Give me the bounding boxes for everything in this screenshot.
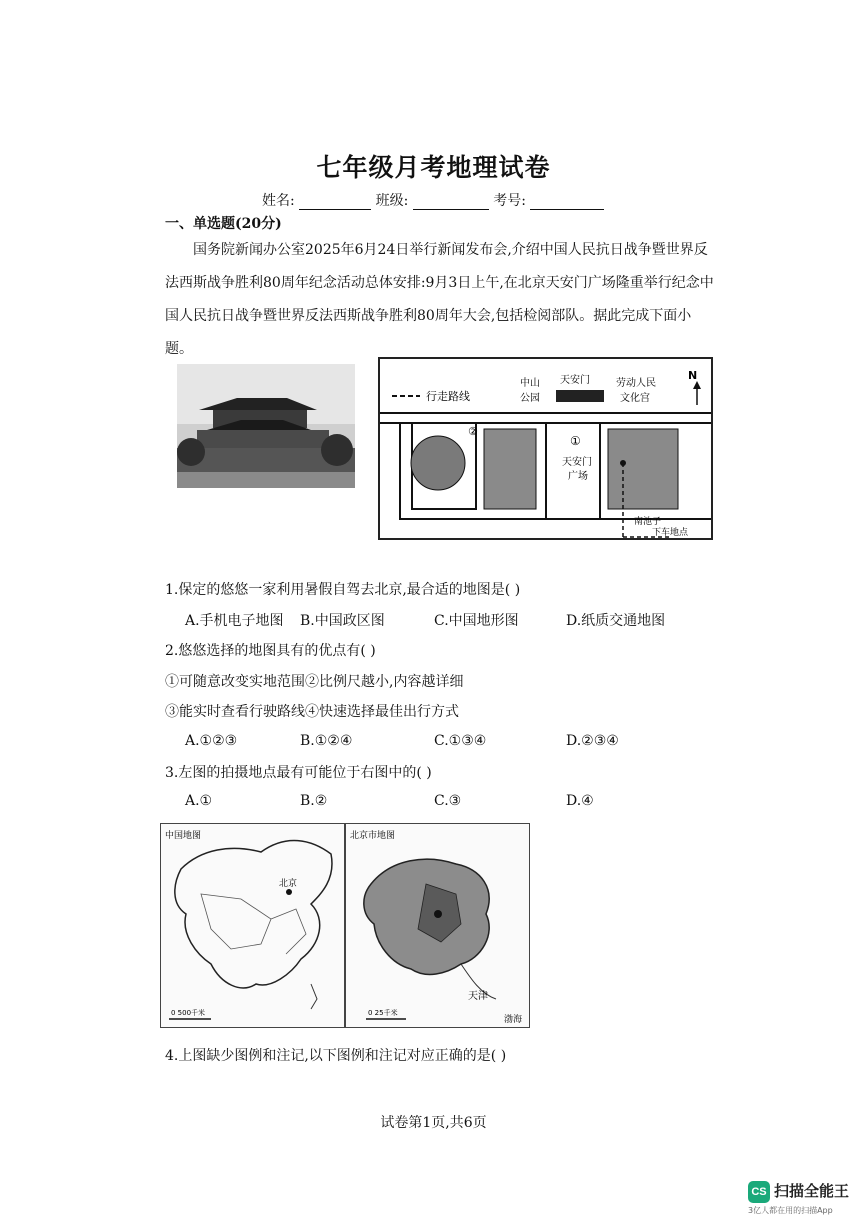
name-blank[interactable] xyxy=(299,195,371,210)
label-road: 南池子 xyxy=(634,517,662,527)
section-heading: 一、单选题(20分) xyxy=(165,216,282,232)
page-footer: 试卷第1页,共6页 xyxy=(380,1115,487,1131)
beijing-scale: 0 25千米 xyxy=(368,1009,398,1017)
label-zhongshan-2: 公园 xyxy=(520,393,540,404)
label-tiananmen: 天安门 xyxy=(560,375,590,386)
q3-option-c[interactable]: C.③ xyxy=(434,793,462,809)
q3-option-a[interactable]: A.① xyxy=(185,793,213,809)
q2-statement-1: ①可随意改变实地范围②比例尺越小,内容越详细 xyxy=(165,674,464,690)
scanner-watermark xyxy=(748,1180,860,1220)
q2-option-b[interactable]: B.①②④ xyxy=(300,733,353,749)
question-1: 1.保定的悠悠一家利用暑假自驾去北京,最合适的地图是( ) xyxy=(165,582,521,598)
exam-title: 七年级月考地理试卷 xyxy=(316,153,551,182)
watermark-sub: 3亿人都在用的扫描App xyxy=(748,1206,833,1215)
tiananmen-photo xyxy=(177,364,355,488)
beijing-map xyxy=(345,823,530,1028)
q3-option-b[interactable]: B.② xyxy=(300,793,328,809)
china-label-beijing: 北京 xyxy=(279,879,298,889)
q1-option-d[interactable]: D.纸质交通地图 xyxy=(566,613,666,629)
id-blank[interactable] xyxy=(530,195,604,210)
id-label: 考号: xyxy=(493,193,526,209)
marker-2: ② xyxy=(468,425,478,438)
label-square-2: 广场 xyxy=(568,471,588,482)
class-label: 班级: xyxy=(375,193,409,209)
beijing-label-tianjin: 天津 xyxy=(468,991,488,1002)
q1-option-c[interactable]: C.中国地形图 xyxy=(434,613,519,629)
q2-statement-2: ③能实时查看行驶路线④快速选择最佳出行方式 xyxy=(165,704,459,720)
label-square-1: 天安门 xyxy=(562,457,592,468)
china-scale: 0 500千米 xyxy=(171,1009,206,1017)
watermark-name: 扫描全能王 xyxy=(774,1182,850,1200)
north-label: N xyxy=(688,369,698,382)
label-zhongshan-1: 中山 xyxy=(520,378,540,389)
q3-option-d[interactable]: D.④ xyxy=(566,793,594,809)
legend-route: 行走路线 xyxy=(426,390,470,403)
name-label: 姓名: xyxy=(262,193,295,209)
q1-option-a[interactable]: A.手机电子地图 xyxy=(185,613,284,629)
label-dropoff: 下车地点 xyxy=(652,528,689,538)
intro-paragraph: 国务院新闻办公室2025年6月24日举行新闻发布会,介绍中国人民抗日战争暨世界反法西斯战争胜利80周年纪念活动总体安排:9月3日上午,在北京天安门广场隆重举行纪念中国人民抗日战争暨世界反法西斯战争胜利80周年大会,包括检阅部队。据此完成下面小题。 xyxy=(165,242,714,357)
q2-option-d[interactable]: D.②③④ xyxy=(566,733,619,749)
label-laodong-2: 文化宫 xyxy=(620,393,650,404)
china-map-title: 中国地图 xyxy=(165,831,202,841)
question-2: 2.悠悠选择的地图具有的优点有( ) xyxy=(165,643,376,659)
q2-option-a[interactable]: A.①②③ xyxy=(185,733,238,749)
beijing-map-title: 北京市地图 xyxy=(350,831,396,841)
question-3: 3.左图的拍摄地点最有可能位于右图中的( ) xyxy=(165,765,432,781)
q2-option-c[interactable]: C.①③④ xyxy=(434,733,487,749)
label-laodong-1: 劳动人民 xyxy=(616,378,656,389)
student-info xyxy=(262,190,604,210)
class-blank[interactable] xyxy=(413,195,489,210)
q1-option-b[interactable]: B.中国政区图 xyxy=(300,613,385,629)
marker-1: ① xyxy=(570,434,581,448)
question-4: 4.上图缺少图例和注记,以下图例和注记对应正确的是( ) xyxy=(165,1048,507,1064)
camscanner-logo-icon: CS xyxy=(748,1181,770,1203)
china-map xyxy=(160,823,345,1028)
beijing-label-bohai: 渤海 xyxy=(504,1015,523,1025)
route-map xyxy=(378,357,713,540)
